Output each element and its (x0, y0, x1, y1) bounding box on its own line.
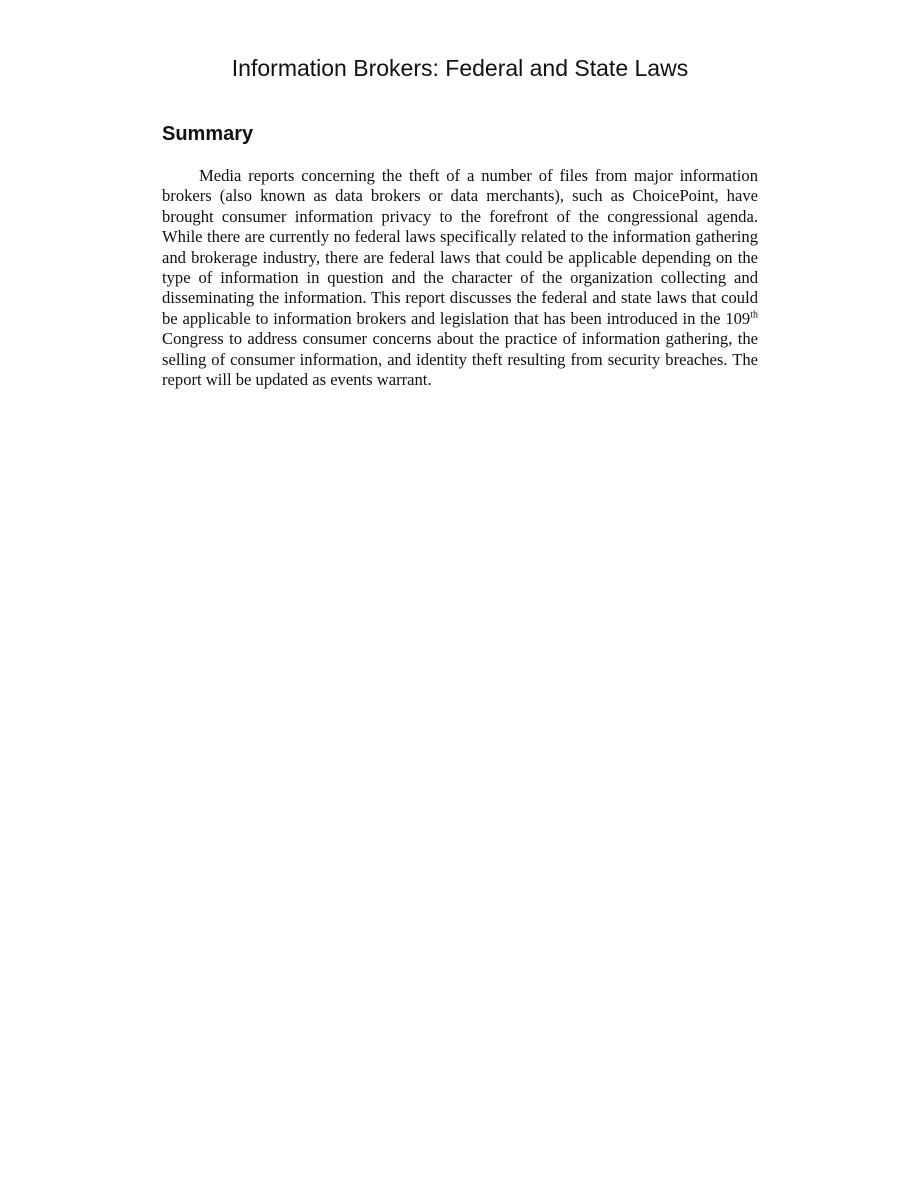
summary-text-part-2: Congress to address consumer concerns about the practice of information gathering, the selling of consumer information, and identity theft resulting from security breaches. The report will be updated as events warrant. (162, 329, 758, 390)
document-title: Information Brokers: Federal and State Laws (231, 55, 689, 81)
ordinal-superscript: th (750, 309, 758, 321)
summary-text-part-1: Media reports concerning the theft of a number of files from major information brokers (also known as data brokers or data merchants), such as ChoicePoint, have brought consumer information privacy to the forefront of the congressional agenda. While there are currently no federal laws specifically related to the information gathering and brokerage industry, there are federal laws that could be applicable depending on the type of information in question and the character of the organization collecting and disseminating the information. This report discusses the federal and state laws that could be applicable to information brokers and legislation that has been introduced in the 109 (162, 166, 758, 328)
summary-paragraph (162, 166, 758, 390)
section-heading-summary: Summary (162, 123, 254, 145)
